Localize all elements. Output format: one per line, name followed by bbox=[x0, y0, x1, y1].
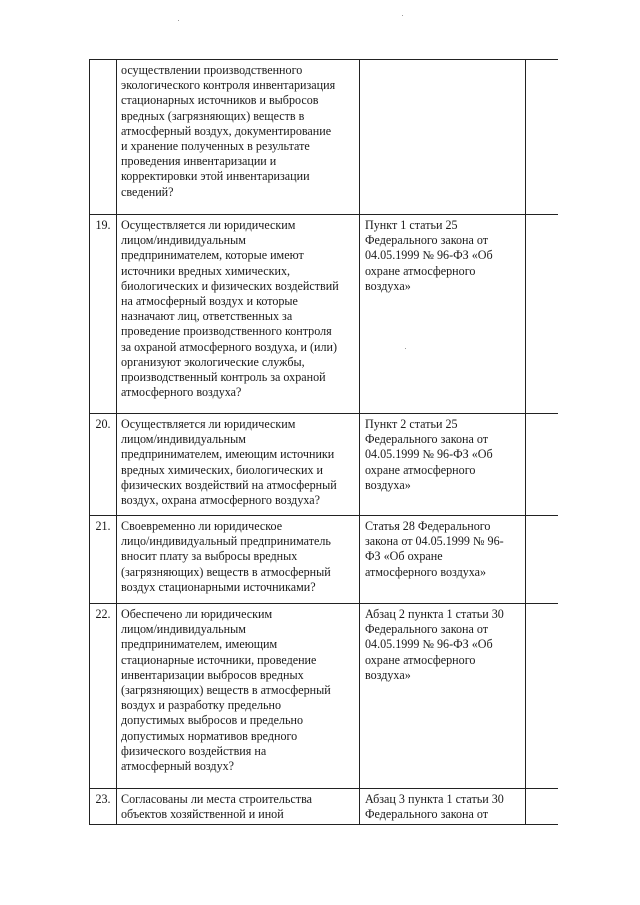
legal-reference-cell: Пункт 1 статьи 25 Федерального закона от 04.05.1999 № 96-ФЗ «Об охране атмосферного воздуха» bbox=[360, 215, 526, 414]
question-cell: Осуществляется ли юридическим лицом/индивидуальным предпринимателем, имеющим источники вредных химических, биологических и физических воздействий на атмосферный воздух, охрана атмосферного воздуха? bbox=[117, 414, 360, 516]
table-row bbox=[90, 215, 559, 414]
checklist-table bbox=[89, 59, 558, 825]
empty-cell bbox=[526, 789, 559, 826]
question-cell: Своевременно ли юридическое лицо/индивидуальный предприниматель вносит плату за выбросы вредных (загрязняющих) веществ в атмосферный воздух стационарными источниками? bbox=[117, 516, 360, 604]
table-row bbox=[90, 60, 559, 215]
empty-cell bbox=[526, 604, 559, 789]
table-row bbox=[90, 414, 559, 516]
row-number: 20. bbox=[90, 414, 117, 516]
row-number: 22. bbox=[90, 604, 117, 789]
legal-reference-cell: Пункт 2 статьи 25 Федерального закона от 04.05.1999 № 96-ФЗ «Об охране атмосферного воздуха» bbox=[360, 414, 526, 516]
legal-reference-cell: Абзац 3 пункта 1 статьи 30 Федерального закона от bbox=[360, 789, 526, 826]
table-row bbox=[90, 604, 559, 789]
table-row bbox=[90, 516, 559, 604]
question-cell: Осуществляется ли юридическим лицом/индивидуальным предпринимателем, которые имеют источники вредных химических, биологических и физических воздействий на атмосферный воздух и которые назначают лиц, ответственных за проведение производственного контроля за охраной атмосферного воздуха, и (или) организуют экологические службы, производственный контроль за охраной атмосферного воздуха? bbox=[117, 215, 360, 414]
empty-cell bbox=[526, 215, 559, 414]
legal-reference-cell: Статья 28 Федерального закона от 04.05.1999 № 96- ФЗ «Об охране атмосферного воздуха» bbox=[360, 516, 526, 604]
question-cell: Согласованы ли места строительства объектов хозяйственной и иной bbox=[117, 789, 360, 826]
question-cell: осуществлении производственного экологического контроля инвентаризация стационарных источников и выбросов вредных (загрязняющих) веществ в атмосферный воздух, документирование и хранение полученных в результате проведения инвентаризации и корректировки этой инвентаризации сведений? bbox=[117, 60, 360, 215]
legal-reference-cell bbox=[360, 60, 526, 215]
row-number: 19. bbox=[90, 215, 117, 414]
empty-cell bbox=[526, 414, 559, 516]
legal-reference-cell: Абзац 2 пункта 1 статьи 30 Федерального закона от 04.05.1999 № 96-ФЗ «Об охране атмосферного воздуха» bbox=[360, 604, 526, 789]
empty-cell bbox=[526, 60, 559, 215]
question-cell: Обеспечено ли юридическим лицом/индивидуальным предпринимателем, имеющим стационарные источники, проведение инвентаризации выбросов вредных (загрязняющих) веществ в атмосферный воздух и разработку предельно допустимых выбросов и предельно допустимых нормативов вредного физического воздействия на атмосферный воздух? bbox=[117, 604, 360, 789]
scan-speck bbox=[402, 15, 403, 16]
checklist-table-container bbox=[89, 59, 558, 825]
row-number: 21. bbox=[90, 516, 117, 604]
scan-speck bbox=[178, 20, 179, 21]
row-number: 23. bbox=[90, 789, 117, 826]
empty-cell bbox=[526, 516, 559, 604]
table-row bbox=[90, 789, 559, 826]
scan-speck bbox=[405, 348, 406, 349]
row-number bbox=[90, 60, 117, 215]
